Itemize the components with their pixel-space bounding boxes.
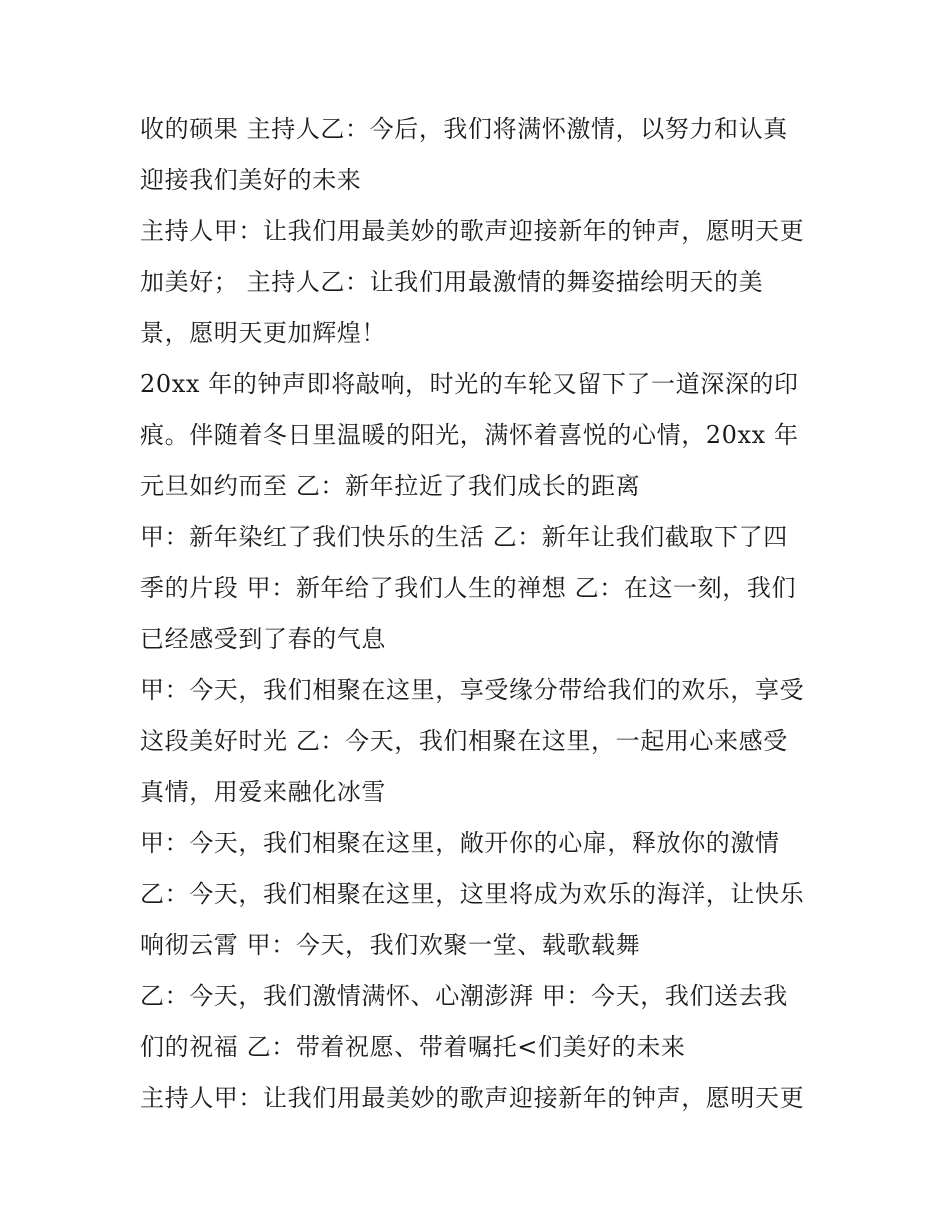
- text-line: 们的祝福 乙：带着祝愿、带着嘱托<们美好的未来: [140, 1033, 686, 1061]
- text-line: 景，愿明天更加辉煌！: [140, 319, 386, 347]
- text-line: 主持人甲：让我们用最美妙的歌声迎接新年的钟声，愿明天更: [140, 217, 805, 245]
- text-line: 乙：今天，我们激情满怀、心潮澎湃 甲：今天，我们送去我: [140, 982, 788, 1010]
- text-line: 响彻云霄 甲：今天，我们欢聚一堂、载歌载舞: [140, 931, 641, 959]
- text-line: 这段美好时光 乙：今天，我们相聚在这里，一起用心来感受: [140, 727, 788, 755]
- document-body: [140, 104, 840, 1124]
- text-line: 季的片段 甲：新年给了我们人生的禅想 乙：在这一刻，我们: [140, 574, 797, 602]
- text-line: 甲：今天，我们相聚在这里，敞开你的心扉，释放你的激情: [140, 829, 780, 857]
- text-line: 收的硕果 主持人乙：今后，我们将满怀激情，以努力和认真: [140, 115, 788, 143]
- text-line: 迎接我们美好的未来: [140, 166, 362, 194]
- text-line: 元旦如约而至 乙：新年拉近了我们成长的距离: [140, 472, 641, 500]
- text-line: 乙：今天，我们相聚在这里，这里将成为欢乐的海洋，让快乐: [140, 880, 805, 908]
- text-line: 20xx 年的钟声即将敲响，时光的车轮又留下了一道深深的印: [140, 370, 799, 398]
- text-line: 痕。伴随着冬日里温暖的阳光，满怀着喜悦的心情，20xx 年: [140, 421, 799, 449]
- text-line: 已经感受到了春的气息: [140, 625, 386, 653]
- text-line: 甲：新年染红了我们快乐的生活 乙：新年让我们截取下了四: [140, 523, 788, 551]
- text-line: 甲：今天，我们相聚在这里，享受缘分带给我们的欢乐，享受: [140, 676, 805, 704]
- text-line: 加美好； 主持人乙：让我们用最激情的舞姿描绘明天的美: [140, 268, 764, 296]
- text-line: 真情，用爱来融化冰雪: [140, 778, 386, 806]
- text-line: 主持人甲：让我们用最美妙的歌声迎接新年的钟声，愿明天更: [140, 1084, 805, 1112]
